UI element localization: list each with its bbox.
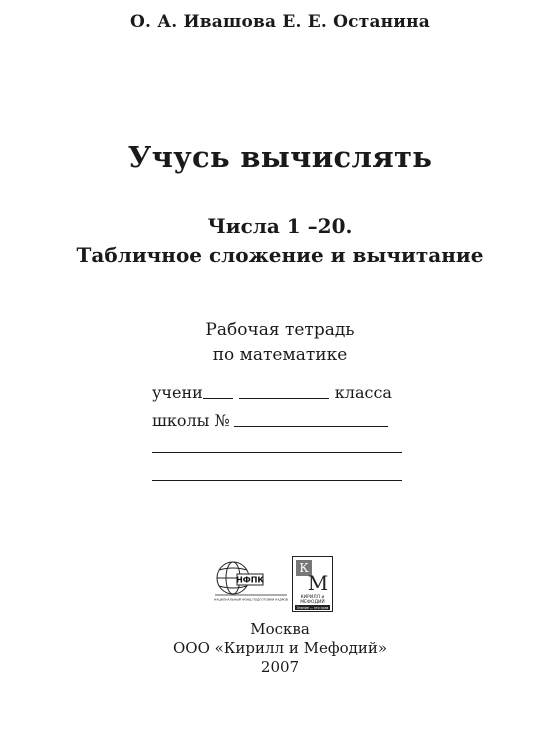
subtitle-line-1: Числа 1 –20. <box>207 214 353 238</box>
blank-line-2 <box>152 480 402 481</box>
subtitle-line-2: Табличное сложение и вычитание <box>76 243 484 267</box>
km-letter-k: К <box>299 561 309 575</box>
km-caption-2: МЕФОДИЙ <box>300 600 325 605</box>
km-caption-3: Знание — это сила <box>296 606 329 610</box>
pupil-row <box>152 380 404 402</box>
school-row <box>152 408 404 430</box>
nfpk-logo <box>213 556 289 602</box>
blank-line-1 <box>152 452 402 453</box>
authors: О. А. Ивашова Е. Е. Останина <box>130 12 430 32</box>
pupil-label: учени <box>152 383 203 402</box>
school-label: школы № <box>152 411 230 430</box>
publisher-name: ООО «Кирилл и Мефодий» <box>172 639 388 657</box>
pupil-ending-blank <box>203 382 233 399</box>
book-title: Учусь вычислять <box>127 140 433 174</box>
km-letter-m: М <box>307 571 329 595</box>
nfpk-logo-text: НФПК <box>236 575 264 585</box>
publication-year: 2007 <box>260 658 300 676</box>
publisher-city: Москва <box>250 620 310 638</box>
km-caption-1: КИРИЛЛ и <box>300 595 325 600</box>
class-label: класса <box>334 383 392 402</box>
class-number-blank <box>239 382 329 399</box>
kirill-methodius-logo <box>292 556 333 612</box>
nfpk-logo-caption: НАЦИОНАЛЬНЫЙ ФОНД ПОДГОТОВКИ КАДРОВ <box>214 597 288 602</box>
workbook-line-1: Рабочая тетрадь <box>205 320 355 340</box>
workbook-line-2: по математике <box>212 345 348 365</box>
school-number-blank <box>234 410 388 427</box>
